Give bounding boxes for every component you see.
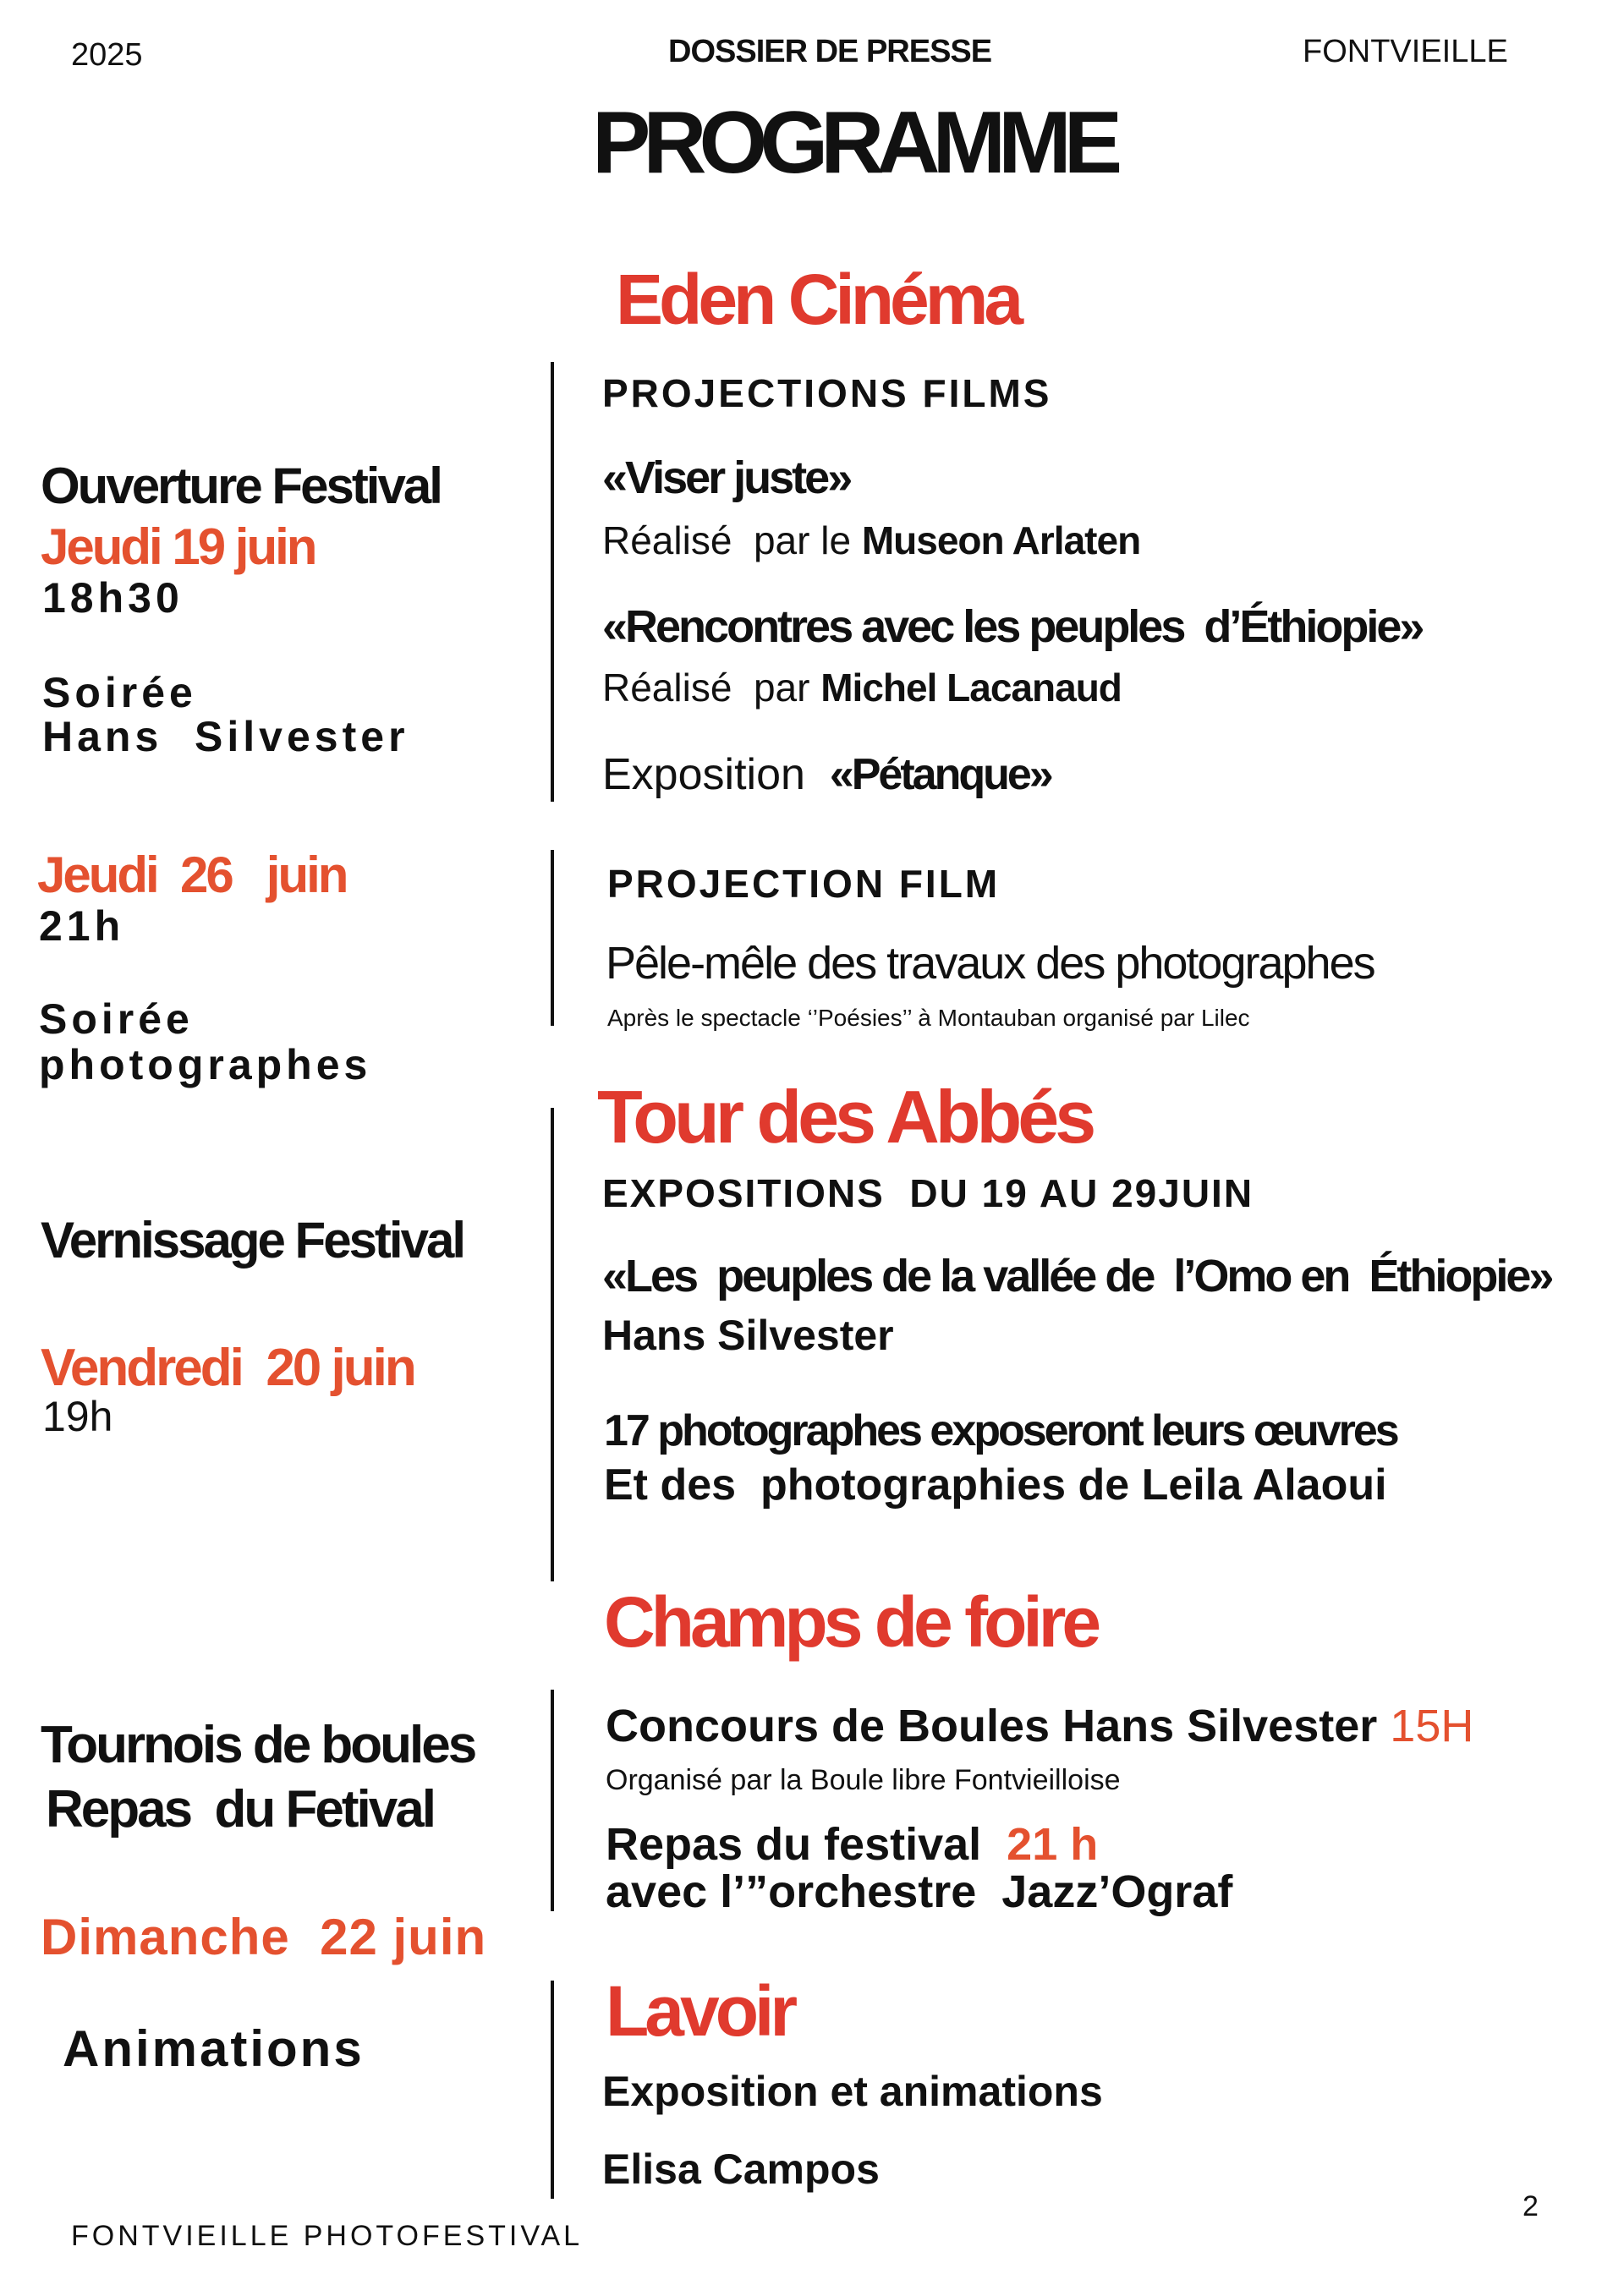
concours-note: Organisé par la Boule libre Fontvieilloise (606, 1764, 1121, 1796)
repas-label: Repas du festival (606, 1819, 1007, 1870)
repas-time: 21 h (1007, 1819, 1099, 1870)
year-label: 2025 (71, 37, 143, 73)
opening-soiree-line2: Hans Silvester (42, 713, 409, 760)
vernissage-time: 19h (42, 1393, 113, 1440)
separator-line (551, 1690, 554, 1911)
venue-tour-des-abbes: Tour des Abbés (597, 1075, 1093, 1159)
venue-eden-cinema: Eden Cinéma (616, 260, 1020, 339)
film2-credit (602, 665, 1122, 710)
film1-director: Museon Arlaten (861, 518, 1141, 562)
film2-credit-prefix: Réalisé par (602, 666, 821, 710)
projection-film-note: Après le spectacle ‘’Poésies’’ à Montauban organisé par Lilec (607, 1005, 1250, 1031)
concours-time: 15H (1390, 1701, 1474, 1751)
film1-title: «Viser juste» (602, 452, 851, 503)
second-soiree-line2: photographes (39, 1041, 372, 1088)
tour-expo-title: «Les peuples de la vallée de l’Omo en Éthiopie» (602, 1251, 1552, 1301)
opening-soiree-line1: Soirée (42, 669, 197, 716)
separator-line (551, 362, 554, 802)
sunday-title-line2: Repas du Fetival (46, 1780, 434, 1838)
film1-credit-prefix: Réalisé par le (602, 518, 862, 562)
sunday-date: Dimanche 22 juin (41, 1909, 487, 1965)
lavoir-line2: Elisa Campos (602, 2145, 880, 2193)
sunday-title-line1: Tournois de boules (41, 1716, 475, 1774)
separator-line (551, 1981, 554, 2199)
eden-exposition (602, 749, 1051, 800)
separator-line (551, 1108, 554, 1581)
page-number: 2 (1522, 2190, 1539, 2222)
eden-heading-projection: PROJECTION FILM (607, 862, 1001, 906)
town-label: FONTVIEILLE (1303, 34, 1508, 69)
opening-title: Ouverture Festival (41, 458, 441, 514)
concours-line (606, 1700, 1473, 1752)
second-soiree-line1: Soirée (39, 995, 194, 1043)
venue-champs-de-foire: Champs de foire (604, 1582, 1098, 1662)
lavoir-line1: Exposition et animations (602, 2068, 1103, 2115)
repas-line (606, 1818, 1098, 1871)
film2-title: «Rencontres avec les peuples d’Éthiopie» (602, 601, 1423, 652)
second-date: Jeudi 26 juin (37, 847, 347, 903)
separator-line (551, 850, 554, 1026)
exposition-name: «Pétanque» (829, 750, 1051, 799)
tour-expo-author: Hans Silvester (602, 1312, 894, 1359)
press-kit-label: DOSSIER DE PRESSE (668, 34, 992, 69)
tour-alaoui-line: Et des photographies de Leila Alaoui (604, 1460, 1387, 1510)
exposition-prefix: Exposition (602, 750, 830, 799)
second-time: 21h (39, 902, 125, 950)
page-title: PROGRAMME (592, 94, 1116, 192)
venue-lavoir: Lavoir (606, 1971, 794, 2051)
vernissage-title: Vernissage Festival (41, 1212, 464, 1269)
tour-heading-expositions: EXPOSITIONS DU 19 AU 29JUIN (602, 1171, 1254, 1215)
eden-heading-projections: PROJECTIONS FILMS (602, 371, 1052, 415)
film1-credit (602, 518, 1140, 563)
orchestre-line: avec l’”orchestre Jazz’Ograf (606, 1866, 1233, 1917)
film2-director: Michel Lacanaud (820, 666, 1122, 710)
vernissage-date: Vendredi 20 juin (41, 1339, 414, 1397)
animations-label: Animations (63, 2020, 365, 2077)
opening-time: 18h30 (42, 574, 184, 622)
footer-festival-name: FONTVIEILLE PHOTOFESTIVAL (71, 2220, 584, 2252)
opening-date: Jeudi 19 juin (41, 518, 315, 575)
projection-film-line: Pêle-mêle des travaux des photographes (606, 938, 1374, 989)
tour-photographers-line: 17 photographes exposeront leurs œuvres (604, 1406, 1397, 1455)
concours-label: Concours de Boules Hans Silvester (606, 1701, 1391, 1751)
